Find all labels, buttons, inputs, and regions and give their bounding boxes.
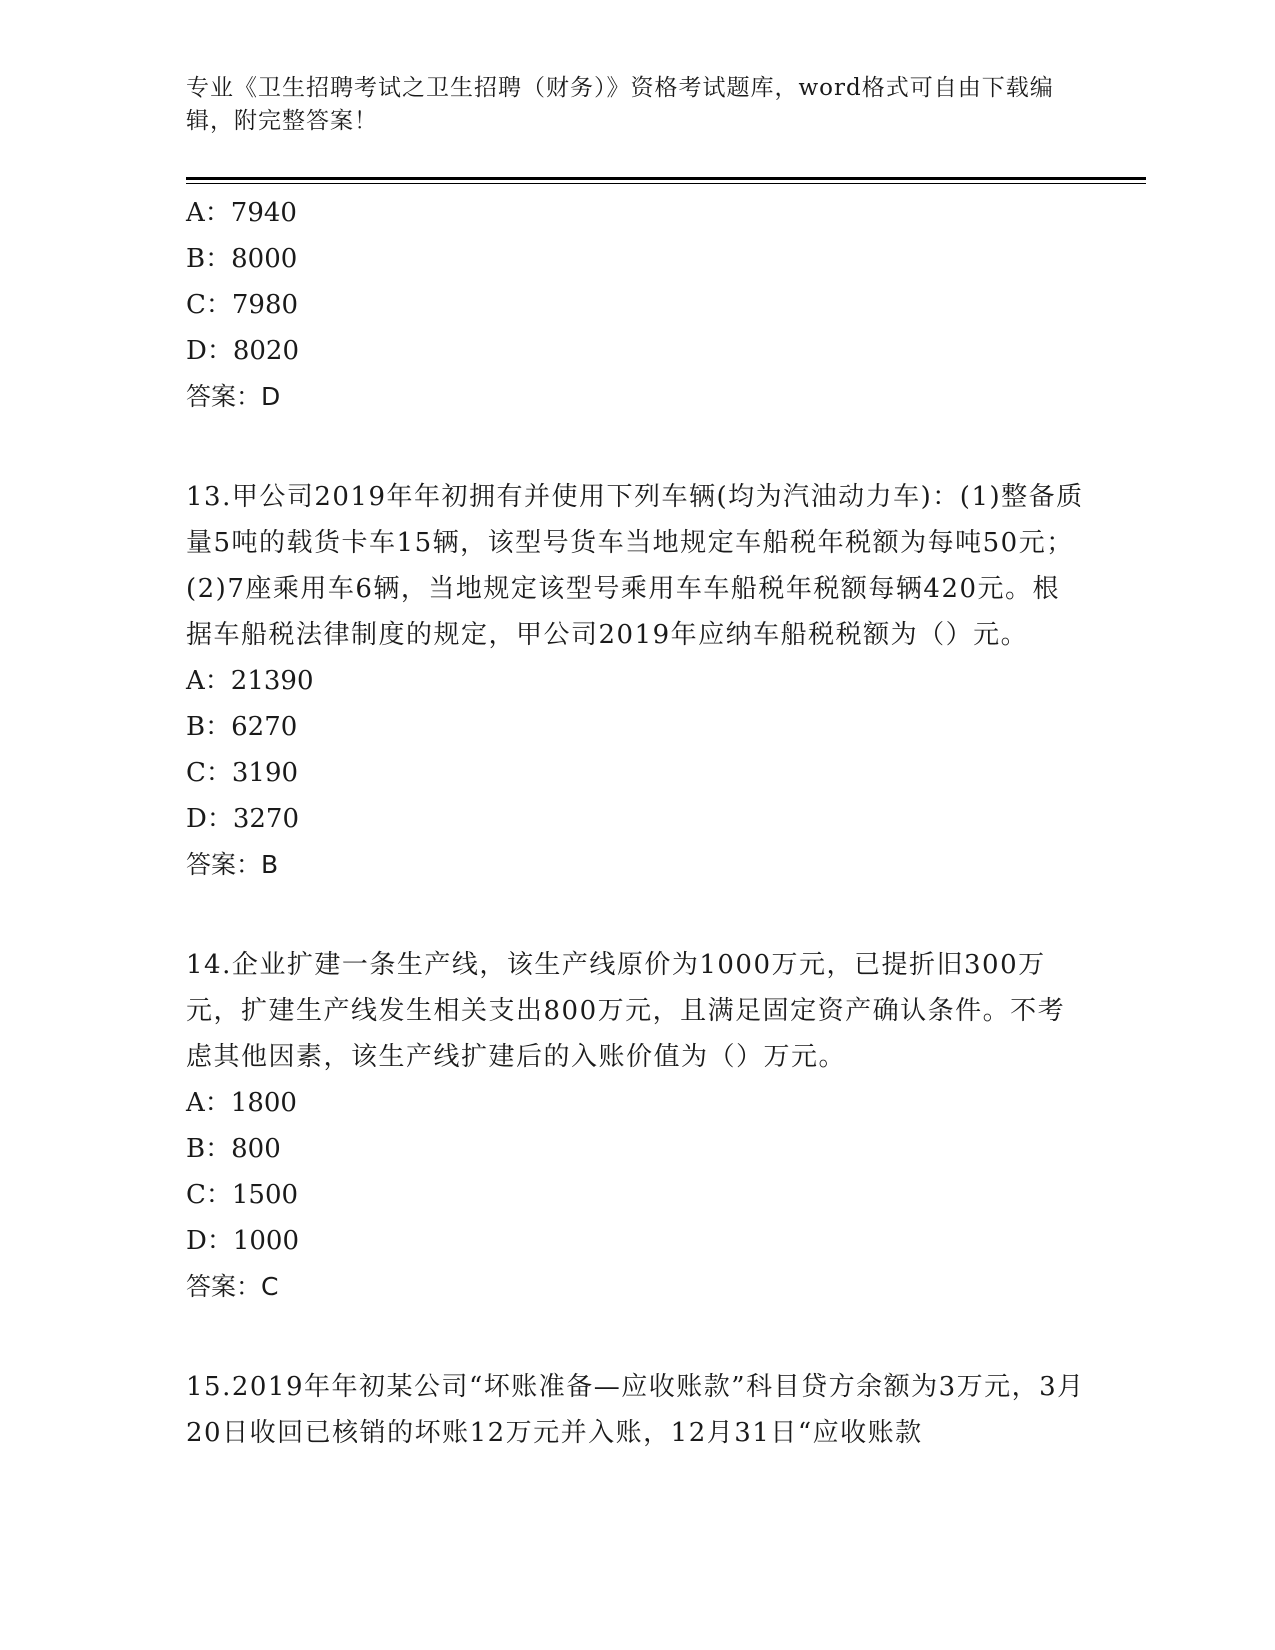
option-a: A：21390 — [186, 666, 314, 696]
option-a: A：1800 — [186, 1088, 297, 1118]
question-list — [186, 190, 1086, 1456]
question-12-partial — [186, 190, 1086, 420]
option-b: B：800 — [186, 1134, 281, 1164]
question-text: 13.甲公司2019年年初拥有并使用下列车辆(均为汽油动力车)：(1)整备质量5吨的载货卡车15辆，该型号货车当地规定车船税年税额为每吨50元；(2)7座乘用车6辆，当地规定该型号乘用车车船税年税额每辆420元。根据车船税法律制度的规定，甲公司2019年应纳车船税税额为（）元。 — [186, 482, 1084, 650]
option-b: B：8000 — [186, 244, 298, 274]
answer: 答案：C — [186, 1272, 279, 1301]
spacer — [186, 1310, 1086, 1364]
header-rule-thin — [186, 183, 1146, 184]
option-c: C：7980 — [186, 290, 299, 320]
answer: 答案：D — [186, 382, 281, 411]
option-d: D：8020 — [186, 336, 300, 366]
question-text: 15.2019年年初某公司“坏账准备—应收账款”科目贷方余额为3万元，3月20日收回已核销的坏账12万元并入账，12月31日“应收账款 — [186, 1372, 1085, 1448]
answer: 答案：B — [186, 850, 279, 879]
option-a: A：7940 — [186, 198, 297, 228]
option-b: B：6270 — [186, 712, 298, 742]
question-15-partial — [186, 1364, 1086, 1456]
option-d: D：1000 — [186, 1226, 300, 1256]
option-d: D：3270 — [186, 804, 300, 834]
option-c: C：3190 — [186, 758, 299, 788]
question-text: 14.企业扩建一条生产线，该生产线原价为1000万元，已提折旧300万元，扩建生产线发生相关支出800万元，且满足固定资产确认条件。不考虑其他因素，该生产线扩建后的入账价值为（）万元。 — [186, 950, 1066, 1072]
option-c: C：1500 — [186, 1180, 299, 1210]
spacer — [186, 888, 1086, 942]
question-14 — [186, 942, 1086, 1310]
spacer — [186, 420, 1086, 474]
question-13 — [186, 474, 1086, 888]
header-rule-thick — [186, 177, 1146, 180]
document-header: 专业《卫生招聘考试之卫生招聘（财务）》资格考试题库，word格式可自由下载编辑，附完整答案！ — [186, 75, 1054, 134]
